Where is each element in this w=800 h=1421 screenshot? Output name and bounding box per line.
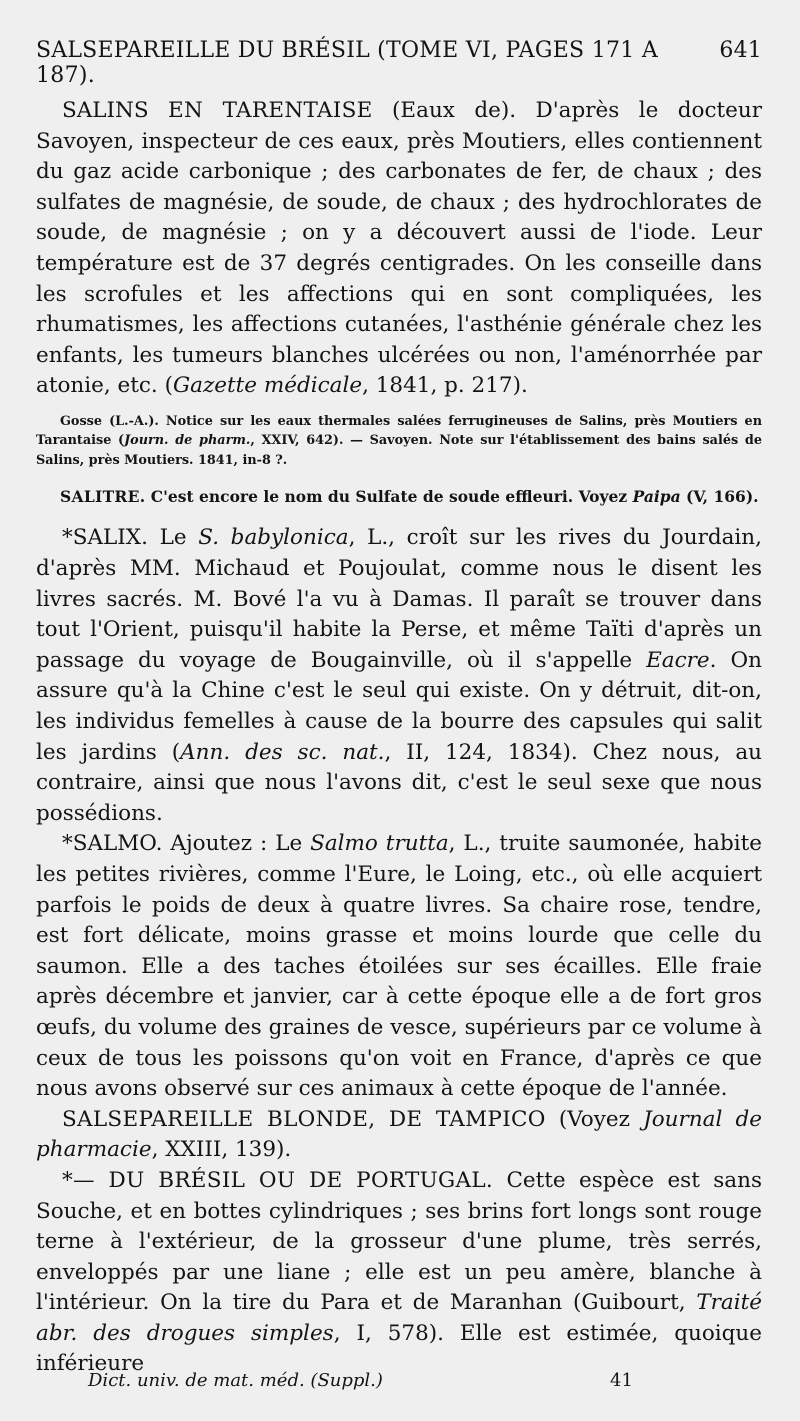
entry-blonde-ref: Journal de pharmacie [36, 1106, 762, 1163]
entry-salins-ref-journal: Gazette médicale [172, 373, 363, 399]
entry-salmo-t1: Ajoutez : Le [162, 831, 311, 857]
entry-blonde-title: SALSEPAREILLE BLONDE, DE TAMPICO [62, 1106, 546, 1132]
biblio-part1: Gosse (L.-A.). Notice sur les eaux thermales salées ferrugineuses de Salins, près Moutiers en Tarantaise ( [36, 413, 762, 449]
entry-salins-ref-tail: , 1841, p. 217). [362, 373, 528, 399]
entry-bresil-t2: , I, 578). Elle est estimée, quoique inférieure [36, 1320, 762, 1377]
entry-bresil-ref: Traité abr. des drogues simples [36, 1290, 762, 1346]
entry-salitre-text: C'est encore le nom du Sulfate de soude effleuri. Voyez [145, 487, 633, 507]
biblio-part2: , XXIV, 642). — Savoyen. Note sur l'établissement des bains salés de Salins, près Moutiers. 1841, in-8 ?. [36, 433, 762, 468]
entry-salins-place: TARENTAISE [222, 98, 373, 123]
entry-salitre-tail: (V, 166). [680, 487, 759, 507]
footer-signature: Dict. univ. de mat. méd. (Suppl.) [88, 1370, 383, 1391]
entry-salsepareille-blonde [36, 1105, 762, 1166]
entry-salitre-title: SALITRE. [60, 487, 146, 507]
entry-salix [36, 523, 762, 829]
entry-salmo [36, 829, 762, 1104]
header-title [36, 38, 719, 88]
header-left: SALSEPAREILLE DU BRÉSIL [36, 38, 370, 63]
entry-salitre [36, 484, 762, 509]
entry-blonde-t2: , XXIII, 139). [151, 1137, 292, 1163]
header-middle: (TOME VI, PAGES 171 A 187). [36, 38, 659, 88]
entry-blonde-t1: (Voyez [545, 1106, 644, 1132]
bibliography-salins [36, 412, 762, 471]
entry-salsepareille-bresil [36, 1166, 762, 1380]
entry-salmo-title: *SALMO. [62, 831, 163, 857]
entry-salix-ref: Ann. des sc. nat. [180, 739, 385, 765]
page-number: 641 [719, 38, 762, 63]
running-header [36, 38, 762, 88]
entry-bresil-t1: Cette espèce est sans Souche, et en bottes cylindriques ; ses brins fort longs sont rouge terne à l'extérieur, de la grosseur d'une plume, très serrés, enveloppés par une liane ; elle est un peu amère, blanche à l'intérieur. On la tire du Para et de Maranhan (Guibourt, [36, 1167, 762, 1316]
biblio-journal: Journ. de pharm. [124, 433, 251, 449]
entry-salix-t3: . On assure qu'à la Chine c'est le seul qui existe. On y détruit, dit-on, les individus femelles à cause de la bourre des capsules qui salit les jardins ( [36, 647, 762, 765]
entry-salix-title: *SALIX. [62, 525, 148, 551]
entry-bresil-title: *— DU BRÉSIL OU DE PORTUGAL. [62, 1167, 494, 1193]
entry-salins [36, 96, 762, 402]
entry-salix-local-name: Eacre [646, 647, 710, 673]
entry-salix-t2: , L., croît sur les rives du Jourdain, d'après MM. Michaud et Poujoulat, comme nous le disent les livres sacrés. M. Bové l'a vu à Damas. Il paraît se trouver dans tout l'Orient, puisqu'il habite la Perse, et même Taïti d'après un passage du voyage de Bougainville, où il s'appelle [36, 525, 762, 673]
footer-sheet-number: 41 [610, 1370, 633, 1391]
entry-salins-en: EN [168, 98, 204, 123]
entry-salix-t1: Le [147, 525, 199, 551]
entry-salitre-ref: Paipa [632, 487, 681, 507]
entry-salmo-species: Salmo trutta [310, 831, 449, 857]
entry-salins-body: (Eaux de). D'après le docteur Savoyen, inspecteur de ces eaux, près Moutiers, elles contiennent du gaz acide carbonique ; des carbonates de fer, de chaux ; des sulfates de magnésie, de soude, de chaux ; des hydrochlorates de soude, de magnésie ; on y a découvert aussi de l'iode. Leur température est de 37 degrés centigrades. On les conseille dans les scrofules et les affections qui en sont compliquées, les rhumatismes, les affections cutanées, l'asthénie générale chez les enfants, les tumeurs blanches ulcérées ou non, l'aménorrhée par atonie, etc. ( [36, 98, 762, 399]
entry-salix-t4: , II, 124, 1834). Chez nous, au contraire, ainsi que nous l'avons dit, c'est le seul sexe que nous possédions. [36, 739, 762, 826]
entry-salix-species: S. babylonica [198, 525, 349, 551]
entry-salins-title: SALINS [62, 98, 149, 123]
entry-salmo-t2: , L., truite saumonée, habite les petites rivières, comme l'Eure, le Loing, etc., où elle acquiert parfois le poids de deux à quatre livres. Sa chaire rose, tendre, est fort délicate, moins grasse et moins lourde que celle du saumon. Elle a des taches étoilées sur ses écailles. Elle fraie après décembre et janvier, car à cette époque elle a de fort gros œufs, du volume des graines de vesce, supérieurs par ce volume à ceux de tous les poissons qu'on voit en France, d'après ce que nous avons observé sur ces animaux à cette époque de l'année. [36, 831, 762, 1102]
